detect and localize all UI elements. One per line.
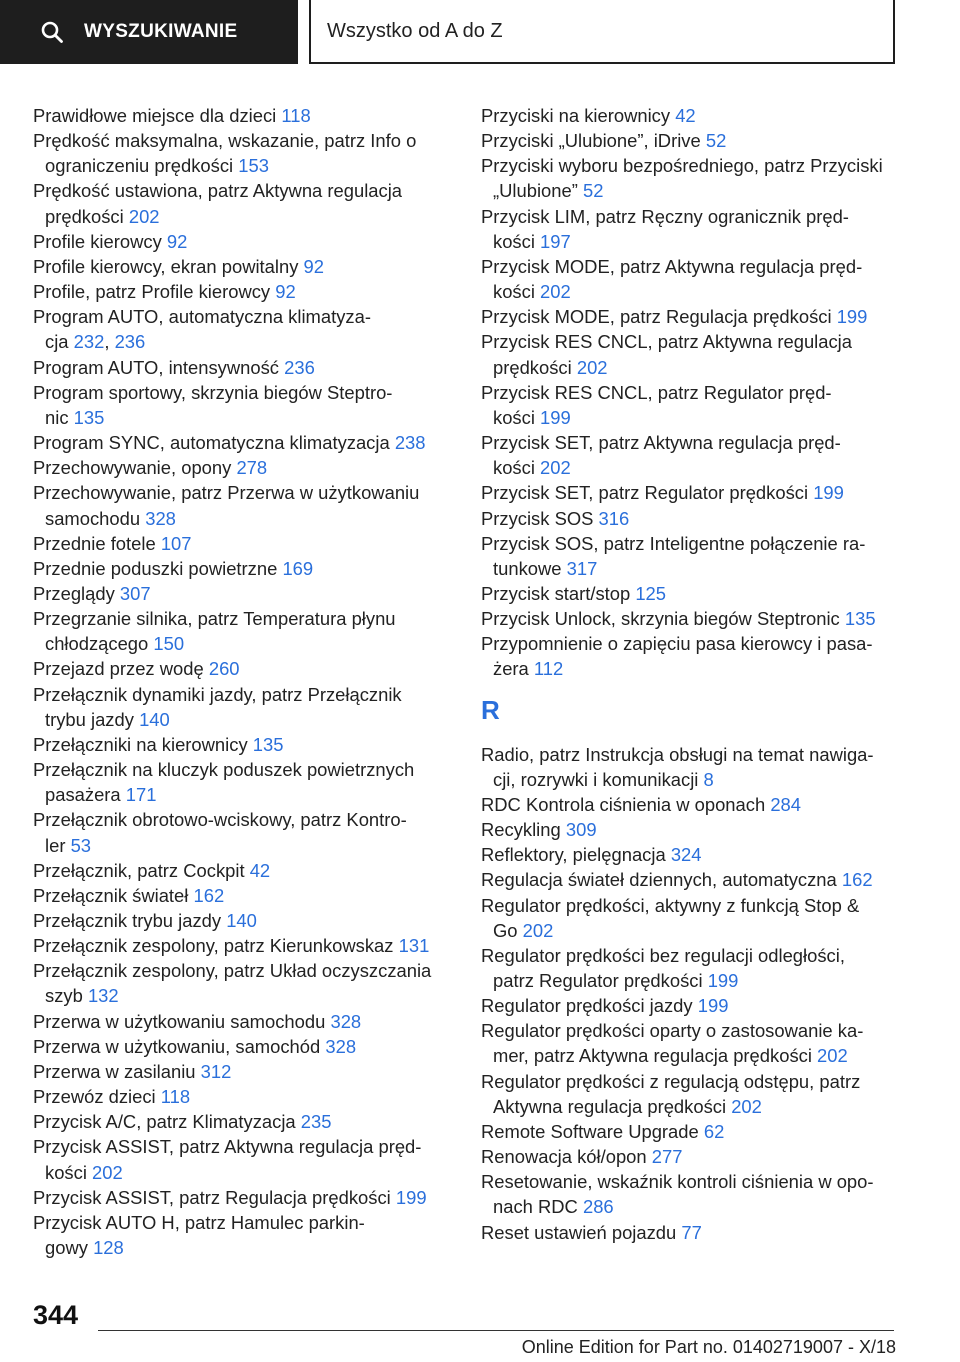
page-link[interactable]: 328 (145, 507, 176, 529)
index-entry (481, 817, 906, 842)
index-entry-text: Regulator prędkości z regulacją odstępu, patrz (481, 1070, 861, 1092)
page-link[interactable]: 135 (844, 608, 876, 630)
page-link[interactable]: 236 (284, 356, 315, 378)
index-entry-text: Przełącznik świateł (33, 884, 189, 906)
page-number: 344 (33, 1300, 79, 1330)
index-entry-text: Przyciski wyboru bezpośredniego, patrz Przyciski (481, 155, 883, 177)
index-entry (481, 531, 906, 581)
index-entry-text: Przycisk A/C, patrz Klimatyzacja (33, 1111, 296, 1133)
page-link[interactable]: 286 (582, 1196, 614, 1218)
page-link[interactable]: 52 (582, 180, 604, 202)
index-entry-text: Przycisk RES CNCL, patrz Aktywna regulacja (481, 331, 852, 353)
page-link[interactable]: 53 (70, 834, 92, 856)
index-entry-text: Przycisk AUTO H, patrz Hamulec parkin- (33, 1211, 365, 1233)
index-entry (33, 1034, 445, 1059)
index-entry-text: Przycisk SOS (481, 507, 594, 529)
index-entry (481, 103, 906, 128)
page-link[interactable]: 199 (540, 406, 571, 428)
index-entry (33, 581, 445, 606)
page-link[interactable]: 62 (703, 1120, 725, 1142)
index-entry-text: Resetowanie, wskaźnik kontroli ciśnienia w opo- (481, 1171, 874, 1193)
index-entry: Program AUTO, automatyczna klimatyza- cja 232, 236 (33, 306, 371, 353)
page-link[interactable]: 202 (128, 205, 160, 227)
index-entry (481, 430, 906, 480)
page-link[interactable]: 162 (841, 869, 873, 891)
index-entry-text: trybu jazdy (45, 708, 134, 730)
index-entry-text: patrz Regulator prędkości (493, 970, 703, 991)
index-entry-text: Przycisk MODE, patrz Regulacja prędkości (481, 306, 832, 328)
index-entry-text: Program AUTO, intensywność (33, 356, 279, 378)
page-link[interactable]: 316 (598, 507, 630, 529)
index-entry-text: Aktywna regulacja prędkości (493, 1095, 727, 1117)
index-entry (33, 682, 445, 732)
index-entry-text: Program SYNC, automatyczna klimatyzacja (33, 432, 390, 454)
search-tab-label: WYSZUKIWANIE (84, 21, 238, 42)
index-entry-text: kości (493, 457, 535, 479)
index-entry (33, 1134, 445, 1184)
page-link[interactable]: 199 (395, 1186, 427, 1208)
index-entry-text: Profile kierowcy (33, 230, 162, 252)
index-entry-text: Przechowywanie, patrz Przerwa w użytkowaniu (33, 482, 420, 504)
page-link[interactable]: 169 (282, 557, 314, 579)
index-entry (33, 807, 445, 857)
page-link[interactable]: 324 (670, 844, 702, 866)
section-letter-r: R (481, 694, 500, 725)
page-link[interactable]: 131 (398, 935, 430, 957)
index-entry (33, 606, 445, 656)
index-entry (33, 380, 445, 430)
page-link[interactable]: 328 (325, 1035, 357, 1057)
index-entry-text: Reflektory, pielęgnacja (481, 844, 666, 866)
index-entry-text: Przycisk LIM, patrz Ręczny ogranicznik pręd- (481, 205, 849, 227)
index-group-p-continued (481, 103, 906, 682)
search-tab[interactable] (0, 0, 298, 64)
page-link[interactable]: 42 (249, 859, 271, 881)
page-link[interactable]: 107 (160, 532, 192, 554)
page-link[interactable]: 202 (576, 356, 608, 378)
page-link[interactable]: 162 (193, 884, 225, 906)
index-entry-text: Program sportowy, skrzynia biegów Steptro- (33, 381, 393, 403)
index-entry-text: nic (45, 406, 69, 428)
index-entry (33, 757, 445, 807)
index-column-left (33, 103, 445, 1260)
page-link[interactable]: 317 (566, 557, 598, 579)
index-entry (481, 1018, 906, 1068)
index-entry-text: nach RDC (493, 1196, 578, 1218)
index-entry-text: Prawidłowe miejsce dla dzieci (33, 105, 277, 126)
page-link[interactable]: 235 (300, 1111, 332, 1133)
index-entry-text: Regulator prędkości bez regulacji odległości, (481, 944, 845, 966)
index-entry (481, 506, 906, 531)
index-entry (481, 128, 906, 153)
page-link[interactable]: 125 (635, 582, 667, 604)
index-entry-text: gowy (45, 1237, 88, 1259)
index-entry-text: Profile kierowcy, ekran powitalny (33, 255, 299, 277)
index-entry (33, 656, 445, 681)
page-link[interactable]: 92 (303, 255, 325, 277)
index-entry-text: RDC Kontrola ciśnienia w oponach (481, 793, 766, 815)
index-entry-text: kości (493, 406, 535, 428)
page-link[interactable]: 135 (73, 406, 105, 428)
index-entry (481, 792, 906, 817)
index-entry (33, 1059, 445, 1084)
page-link[interactable]: 153 (238, 155, 269, 177)
index-entry (481, 631, 906, 681)
index-entry (33, 355, 445, 380)
index-entry (33, 556, 445, 581)
index-entry-text: Przycisk SET, patrz Aktywna regulacja pręd- (481, 432, 841, 454)
index-entry-text: Przełącznik, patrz Cockpit (33, 859, 245, 881)
index-entry-text: Przyciski „Ulubione”, iDrive (481, 130, 701, 152)
index-entry-text: Remote Software Upgrade (481, 1120, 699, 1142)
index-entry (481, 943, 906, 993)
page-link[interactable]: 52 (705, 130, 727, 152)
page-link[interactable]: 42 (675, 105, 696, 126)
index-entry-text: Radio, patrz Instrukcja obsługi na temat nawiga- (481, 743, 874, 765)
page-link[interactable]: 232 (73, 331, 105, 353)
page-link[interactable]: 8 (703, 768, 714, 790)
index-entry-text: Przełącznik dynamiki jazdy, patrz Przełącznik (33, 683, 402, 705)
page-link[interactable]: 328 (330, 1010, 362, 1032)
index-entry-text: Regulator prędkości, aktywny z funkcją Stop & (481, 894, 860, 916)
page-link[interactable]: 92 (275, 281, 296, 303)
page-link[interactable]: 278 (236, 457, 268, 479)
index-entry (33, 455, 445, 480)
index-entry (33, 430, 445, 455)
index-entry-text: chłodzącego (45, 633, 149, 655)
index-entry-text: Przycisk SOS, patrz Inteligentne połączenie ra- (481, 532, 866, 554)
index-entry-text: samochodu (45, 507, 141, 529)
page-link[interactable]: 236 (114, 331, 146, 353)
page-link[interactable]: 202 (540, 281, 571, 303)
page-link[interactable]: 135 (252, 733, 284, 755)
index-entry (33, 531, 445, 556)
page-link[interactable]: 92 (166, 230, 188, 252)
index-entry-text: Go (493, 919, 518, 941)
page-link[interactable]: 312 (200, 1060, 232, 1082)
index-group-r (481, 742, 906, 1245)
index-entry (481, 1119, 906, 1144)
page-link[interactable]: 171 (125, 784, 157, 806)
index-entry (481, 480, 906, 505)
index-entry-text: Przełącznik na kluczyk poduszek powietrznych (33, 759, 415, 781)
page-link[interactable]: 309 (565, 819, 597, 841)
index-entry (33, 908, 445, 933)
index-entry (33, 1084, 445, 1109)
index-entry-text: kości (45, 1161, 87, 1183)
index-entry-text: Przewóz dzieci (33, 1086, 156, 1108)
page-link[interactable]: 128 (93, 1237, 124, 1259)
index-entry (481, 581, 906, 606)
index-entry-text: ler (45, 834, 66, 856)
index-entry-text: Przełącznik trybu jazdy (33, 910, 222, 931)
index-entry-text: Reset ustawień pojazdu (481, 1221, 677, 1243)
page-link[interactable]: 132 (87, 985, 119, 1007)
index-entry (33, 1210, 445, 1260)
index-entry (481, 329, 906, 379)
index-entry-text: Recykling (481, 819, 561, 841)
index-entry-text: Program AUTO, automatyczna klimatyza- (33, 306, 371, 328)
page-link[interactable]: 284 (770, 793, 801, 815)
index-entry (481, 153, 906, 203)
index-entry-text: kości (493, 281, 535, 303)
page-link[interactable]: 118 (281, 105, 311, 126)
page-link[interactable]: 140 (226, 910, 257, 931)
index-entry (481, 842, 906, 867)
index-entry (481, 254, 906, 304)
index-entry-text: Przełączniki na kierownicy (33, 733, 248, 755)
index-entry (481, 742, 906, 792)
page-link[interactable]: 197 (540, 230, 571, 252)
search-icon (40, 20, 64, 44)
index-entry-text: kości (493, 230, 535, 252)
index-entry-text: Prędkość maksymalna, wskazanie, patrz Info o (33, 130, 417, 152)
index-entry (33, 229, 445, 254)
page-link[interactable]: 202 (522, 919, 554, 941)
index-entry-text: Przypomnienie o zapięciu pasa kierowcy i pasa- (481, 633, 873, 655)
index-entry-text: Przyciski na kierownicy (481, 105, 671, 126)
index-entry (33, 103, 445, 128)
index-entry-text: Przycisk ASSIST, patrz Regulacja prędkości (33, 1186, 391, 1208)
index-entry (33, 1009, 445, 1034)
index-entry (481, 380, 906, 430)
index-entry (481, 1169, 906, 1219)
index-entry (481, 1220, 906, 1245)
index-entry-text: Przełącznik zespolony, patrz Układ oczyszczania (33, 960, 432, 982)
index-entry (481, 993, 906, 1018)
page-link[interactable]: 199 (707, 970, 739, 991)
index-entry-text: cji, rozrywki i komunikacji (493, 768, 699, 790)
index-entry-text: Profile, patrz Profile kierowcy (33, 281, 271, 303)
index-entry (481, 204, 906, 254)
index-entry-text: pasażera (45, 784, 121, 806)
index-entry-text: Przeglądy (33, 582, 115, 604)
page-link[interactable]: 260 (208, 658, 240, 680)
index-entry (33, 279, 445, 304)
index-entry-text: Przełącznik obrotowo-wciskowy, patrz Kontro- (33, 809, 407, 831)
a-to-z-tab[interactable] (309, 0, 895, 64)
index-entry-text: mer, patrz Aktywna regulacja prędkości (493, 1045, 812, 1067)
index-entry (481, 867, 906, 892)
page-link[interactable]: 202 (817, 1045, 848, 1067)
top-navigation (0, 0, 960, 66)
index-entry-text: Renowacja kół/opon (481, 1146, 647, 1168)
index-entry-text: żera (493, 658, 529, 680)
index-entry-text: tunkowe (493, 557, 562, 579)
index-entry-text: Przerwa w użytkowaniu, samochód (33, 1035, 321, 1057)
page-link[interactable]: 277 (651, 1146, 683, 1168)
index-entry-text: cja (45, 331, 69, 353)
index-entry-text: Przycisk MODE, patrz Aktywna regulacja pręd- (481, 255, 863, 277)
index-entry (33, 1109, 445, 1134)
index-entry (33, 883, 445, 908)
index-entry-text: „Ulubione” (493, 180, 578, 202)
page-link[interactable]: 140 (139, 708, 170, 730)
page-link[interactable]: 238 (394, 432, 426, 454)
index-entry (481, 1069, 906, 1119)
index-entry-text: Przejazd przez wodę (33, 658, 204, 680)
index-entry-text: Regulacja świateł dziennych, automatyczna (481, 869, 837, 891)
index-entry-text: Przegrzanie silnika, patrz Temperatura płynu (33, 608, 396, 630)
index-entry-text: prędkości (493, 356, 572, 378)
index-entry (33, 958, 445, 1008)
index-entry (33, 178, 445, 228)
a-to-z-tab-label: Wszystko od A do Z (327, 19, 503, 42)
page-link[interactable]: 112 (533, 658, 564, 680)
page-link[interactable]: 202 (731, 1095, 762, 1117)
index-entry-text: ograniczeniu prędkości (45, 155, 234, 177)
index-entry-text: Regulator prędkości jazdy (481, 995, 693, 1017)
index-entry-text: Przednie fotele (33, 532, 156, 554)
index-entry-text: Regulator prędkości oparty o zastosowanie ka- (481, 1020, 864, 1042)
page-link[interactable]: 307 (119, 582, 151, 604)
page-link[interactable]: 202 (540, 457, 571, 479)
index-entry (33, 254, 445, 279)
page-link[interactable]: 150 (153, 633, 185, 655)
index-entry-text: Przerwa w zasilaniu (33, 1060, 196, 1082)
page-link[interactable]: 118 (160, 1086, 191, 1108)
index-entry (481, 893, 906, 943)
footer-divider (98, 1330, 894, 1331)
index-entry (33, 933, 445, 958)
index-entry-text: prędkości (45, 205, 124, 227)
index-entry-text: Prędkość ustawiona, patrz Aktywna regulacja (33, 180, 403, 202)
index-entry (481, 304, 906, 329)
index-entry-text: Przechowywanie, opony (33, 457, 232, 479)
index-entry-text: Przerwa w użytkowaniu samochodu (33, 1010, 326, 1032)
index-entry (33, 858, 445, 883)
index-entry-text: szyb (45, 985, 83, 1007)
index-entry-text: Przycisk ASSIST, patrz Aktywna regulacja pręd- (33, 1136, 422, 1158)
index-entry (33, 480, 445, 530)
footer-edition-text: Online Edition for Part no. 01402719007 - X/18 (521, 1337, 896, 1357)
index-column-right (481, 103, 906, 1245)
page-link[interactable]: 202 (92, 1161, 123, 1183)
index-entry-text: Przycisk RES CNCL, patrz Regulator pręd- (481, 381, 832, 403)
index-entry (481, 1144, 906, 1169)
index-entry (33, 732, 445, 757)
index-entry-text: Przycisk Unlock, skrzynia biegów Steptronic (481, 608, 840, 630)
page-link[interactable]: 199 (813, 482, 844, 504)
page-link[interactable]: 199 (697, 995, 729, 1017)
index-entry-text: Przełącznik zespolony, patrz Kierunkowskaz (33, 935, 394, 957)
page-link[interactable]: 199 (836, 306, 868, 328)
index-entry-text: Przednie poduszki powietrzne (33, 557, 278, 579)
index-entry-text: Przycisk start/stop (481, 582, 631, 604)
index-entry (33, 128, 445, 178)
index-entry (33, 1185, 445, 1210)
index-entry (481, 606, 906, 631)
page-link[interactable]: 77 (681, 1221, 702, 1243)
index-entry-text: Przycisk SET, patrz Regulator prędkości (481, 482, 809, 504)
